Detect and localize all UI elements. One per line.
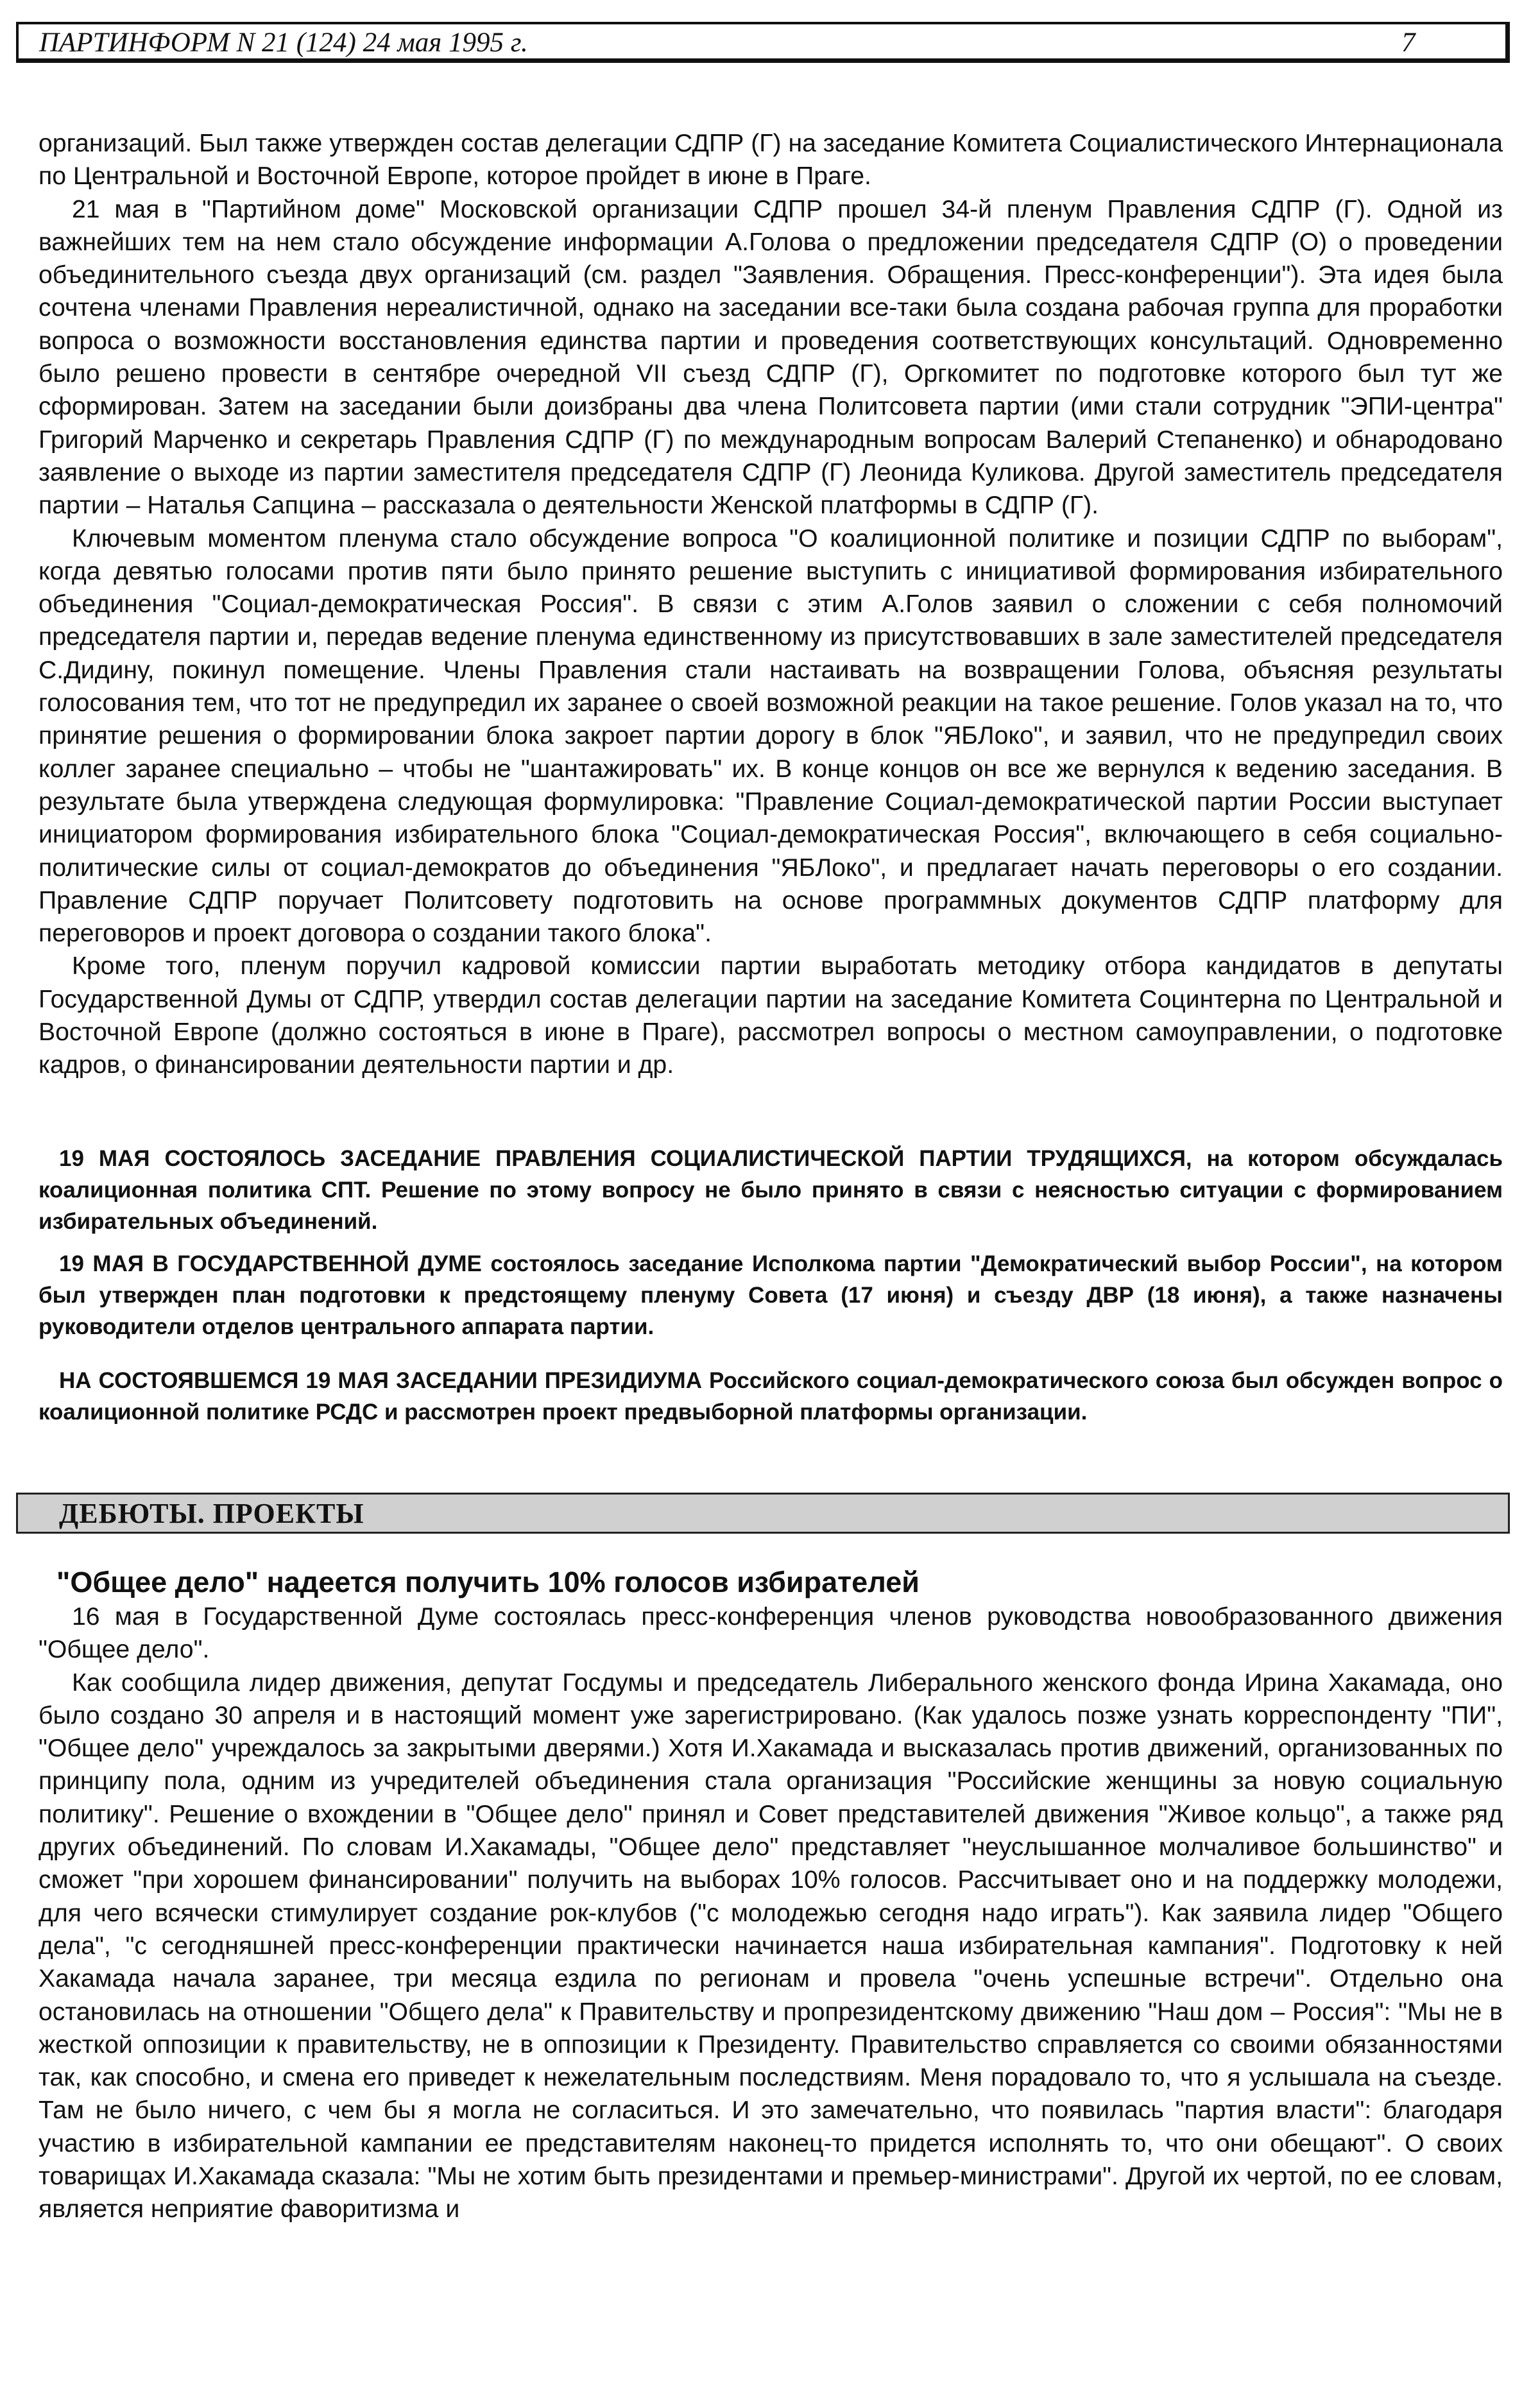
news-text: 19 МАЯ В ГОСУДАРСТВЕННОЙ ДУМЕ состоялось заседание Исполкома партии "Демократический выбор России", на котором был утвержден план подготовки к предстоящему пленуму Совета (17 июня) и съезду ДВР (18 июня), а также назначены руководители отделов центрального аппарата партии. bbox=[38, 1251, 1503, 1339]
news-text: 19 МАЯ СОСТОЯЛОСЬ ЗАСЕДАНИЕ ПРАВЛЕНИЯ СОЦИАЛИСТИЧЕСКОЙ ПАРТИИ ТРУДЯЩИХСЯ, на котором обсуждалась коалиционная политика СПТ. Решение по этому вопросу не было принято в связи с неясностью ситуации с формированием избирательных объединений. bbox=[38, 1146, 1503, 1234]
news-item bbox=[38, 1248, 1503, 1342]
section-title: ДЕБЮТЫ. ПРОЕКТЫ bbox=[59, 1498, 364, 1529]
plenum-report bbox=[38, 127, 1503, 1082]
journal-title: ПАРТИНФОРМ N 21 (124) 24 мая 1995 г. bbox=[39, 28, 528, 58]
paragraph: 16 мая в Государственной Думе состоялась пресс-конференция членов руководства новообразованного движения "Общее дело". bbox=[38, 1603, 1503, 1664]
paragraph: организаций. Был также утвержден состав делегации СДПР (Г) на заседание Комитета Социалистического Интернационала по Центральной и Восточной Европе, которое пройдет в июне в Праге. bbox=[38, 130, 1503, 191]
article-body bbox=[38, 1600, 1503, 2226]
paragraph: Кроме того, пленум поручил кадровой комиссии партии выработать методику отбора кандидатов в депутаты Государственной Думы от СДПР, утвердил состав делегации партии на заседание Комитета Социнтерна по Центральной и Восточной Европе (должно состояться в июне в Праге), рассмотрел вопросы о местном самоуправлении, о подготовке кадров, о финансировании деятельности партии и др. bbox=[38, 952, 1503, 1079]
news-text: НА СОСТОЯВШЕМСЯ 19 МАЯ ЗАСЕДАНИИ ПРЕЗИДИУМА Российского социал-демократического союза был обсужден вопрос о коалиционной политике РСДС и рассмотрен проект предвыборной платформы организации. bbox=[38, 1368, 1503, 1425]
paragraph: Как сообщила лидер движения, депутат Госдумы и председатель Либерального женского фонда Ирина Хакамада, оно было создано 30 апреля и в настоящий момент уже зарегистрировано. (Как удалось позже узнать корреспонденту "ПИ", "Общее дело" учреждалось за закрытыми дверями.) Хотя И.Хакамада и высказалась против движений, организованных по принципу пола, одним из учредителей объединения стала организация "Российские женщины за новую социальную политику". Решение о вхождении в "Общее дело" принял и Совет представителей движения "Живое кольцо", а также ряд других объединений. По словам И.Хакамады, "Общее дело" представляет "неуслышанное молчаливое большинство" и сможет "при хорошем финансировании" получить на выборах 10% голосов. Рассчитывает оно и на поддержку молодежи, для чего всячески стимулирует создание рок-клубов ("с молодежью сегодня надо играть"). Как заявила лидер "Общего дела", "с сегодняшней пресс-конференции практически начинается наша избирательная кампания". Подготовку к ней Хакамада начала заранее, три месяца ездила по регионам и провела "очень успешные встречи". Отдельно она остановилась на отношении "Общего дела" к Правительству и пропрезидентскому движению "Наш дом – Россия": "Мы не в жесткой оппозиции к правительству, не в оппозиции к Президенту. Правительство справляется со своими обязанностями так, как способно, и смена его приведет к нежелательным последствиям. Меня порадовало то, что я услышала на съезде. Там не было ничего, с чем бы я могла не согласиться. И это замечательно, что появилась "партия власти": благодаря участию в избирательной кампании ее представителям наконец-то придется исполнять то, что они обещают". О своих товарищах И.Хакамада сказала: "Мы не хотим быть президентами и премьер-министрами". Другой их чертой, по ее словам, является неприятие фаворитизма и bbox=[38, 1668, 1503, 2223]
article-title: "Общее дело" надеется получить 10% голосов избирателей bbox=[56, 1566, 920, 1598]
paragraph: Ключевым моментом пленума стало обсуждение вопроса "О коалиционной политике и позиции СДПР по выборам", когда девятью голосами против пяти было принято решение выступить с инициативой формирования избирательного объединения "Социал-демократическая Россия". В связи с этим А.Голов заявил о сложении с себя полномочий председателя партии и, передав ведение пленума единственному из присутствовавших в зале заместителей председателя С.Дидину, покинул помещение. Члены Правления стали настаивать на возвращении Голова, объясняя результаты голосования тем, что тот не предупредил их заранее о своей возможной реакции на такое решение. Голов указал на то, что принятие решения о формировании блока закроет партии дорогу в блок "ЯБЛоко", и заявил, что не предупредил своих коллег заранее специально – чтобы не "шантажировать" их. В конце концов он все же вернулся к ведению заседания. В результате была утверждена следующая формулировка: "Правление Социал-демократической партии России выступает инициатором формирования избирательного блока "Социал-демократическая Россия", включающего в себя социально-политические силы от социал-демократов до объединения "ЯБЛоко", и предлагает начать переговоры о его создании. Правление СДПР поручает Политсовету подготовить на основе программных документов СДПР платформу для переговоров и проект договора о создании такого блока". bbox=[38, 524, 1503, 948]
section-header bbox=[16, 1493, 1510, 1534]
page-header bbox=[16, 22, 1510, 63]
page-number: 7 bbox=[1401, 28, 1416, 58]
news-item bbox=[38, 1365, 1503, 1428]
paragraph: 21 мая в "Партийном доме" Московской организации СДПР прошел 34-й пленум Правления СДПР (Г). Одной из важнейших тем на нем стало обсуждение информации А.Голова о предложении председателя СДПР (О) о проведении объединительного съезда двух организаций (см. раздел "Заявления. Обращения. Пресс-конференции"). Эта идея была сочтена членами Правления нереалистичной, однако на заседании все-таки была создана рабочая группа для проработки вопроса о возможности восстановления единства партии и проведения соответствующих консультаций. Одновременно было решено провести в сентябре очередной VII съезд СДПР (Г), Оргкомитет по подготовке которого был тут же сформирован. Затем на заседании были доизбраны два члена Политсовета партии (ими стали сотрудник "ЭПИ-центра" Григорий Марченко и секретарь Правления СДПР (Г) по международным вопросам Валерий Степаненко) и обнародовано заявление о выходе из партии заместителя председателя СДПР (Г) Леонида Куликова. Другой заместитель председателя партии – Наталья Сапцина – рассказала о деятельности Женской платформы в СДПР (Г). bbox=[38, 195, 1503, 520]
news-item bbox=[38, 1143, 1503, 1237]
